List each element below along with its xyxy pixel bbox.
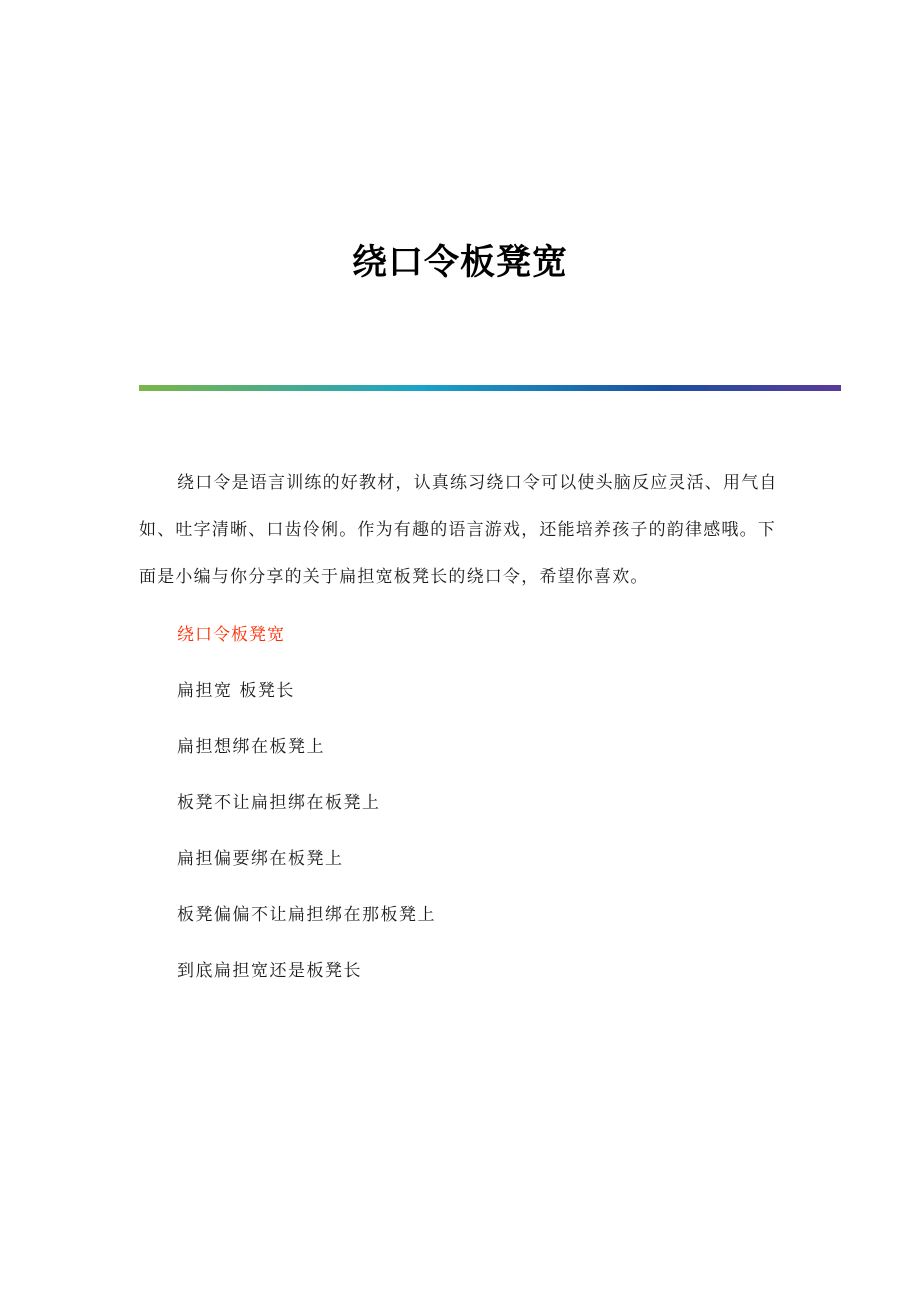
document-title: 绕口令板凳宽 <box>351 242 568 284</box>
section-heading: 绕口令板凳宽 <box>177 625 285 645</box>
poem-line: 扁担宽 板凳长 <box>177 681 295 701</box>
gradient-divider <box>139 385 841 391</box>
intro-paragraph: 绕口令是语言训练的好教材，认真练习绕口令可以使头脑反应灵活、用气自如、吐字清晰、口齿伶俐。作为有趣的语言游戏，还能培养孩子的韵律感哦。下面是小编与你分享的关于扁担宽板凳长的绕口令，希望你喜欢。 <box>139 473 778 587</box>
poem-line: 扁担想绑在板凳上 <box>177 737 325 757</box>
tongue-twister-lines <box>177 674 436 1010</box>
poem-line: 扁担偏要绑在板凳上 <box>177 849 344 869</box>
poem-line: 到底扁担宽还是板凳长 <box>177 961 362 981</box>
poem-line: 板凳不让扁担绑在板凳上 <box>177 793 381 813</box>
poem-line: 板凳偏偏不让扁担绑在那板凳上 <box>177 905 436 925</box>
